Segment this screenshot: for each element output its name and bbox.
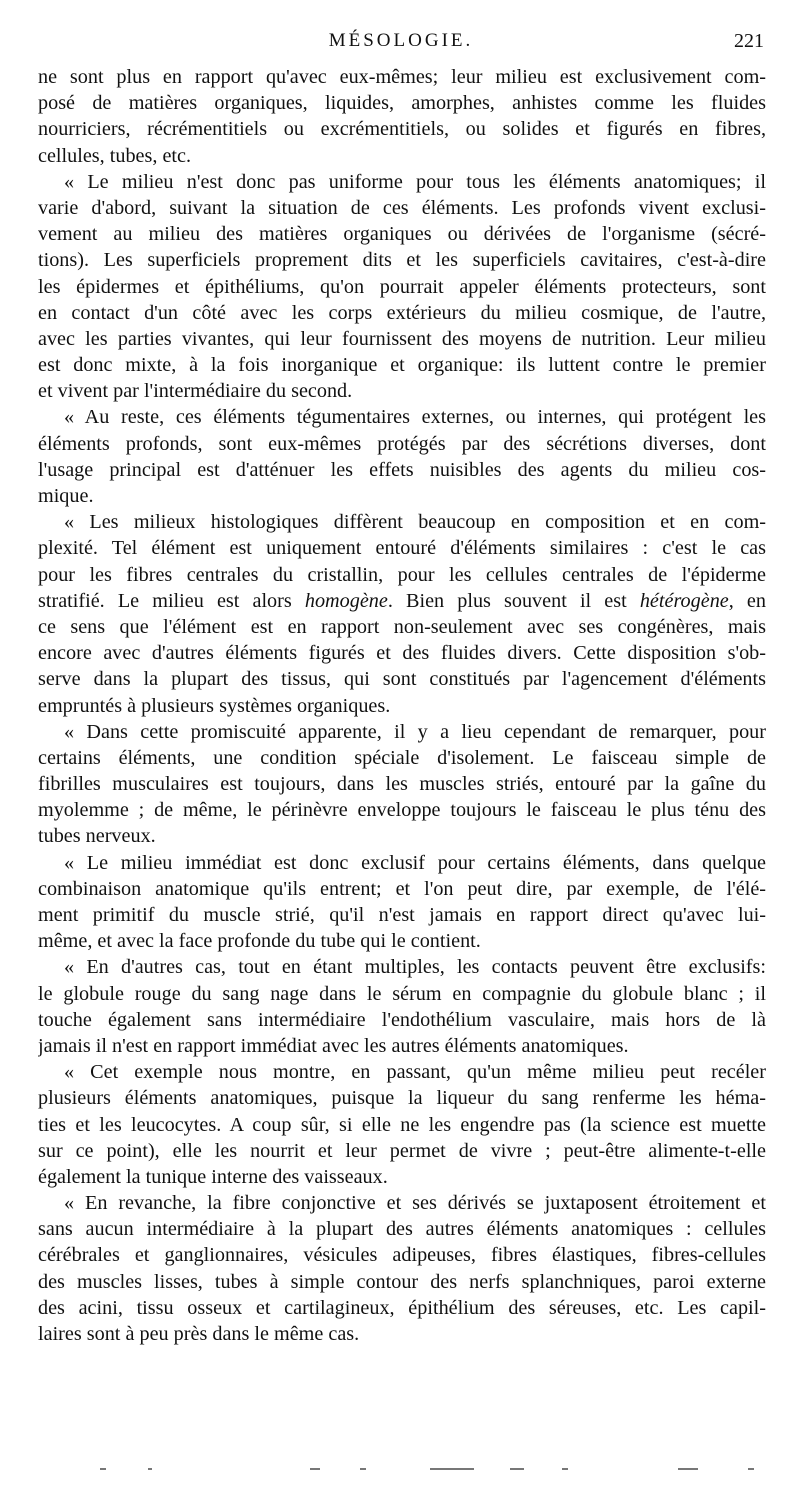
text-line: « Le milieu n'est donc pas uniforme pour tous les éléments anatomiques; il [64, 170, 766, 193]
scan-speck [678, 1468, 698, 1470]
text-line: tubes nerveux. [38, 825, 156, 848]
text-line: « Dans cette promiscuité apparente, il y a lieu cependant de remarquer, pour [64, 720, 766, 743]
body-text [38, 64, 766, 1347]
text-line: ment primitif du muscle strié, qu'il n'est jamais en rapport direct qu'avec lui- [38, 904, 766, 926]
text-line: ne sont plus en rapport qu'avec eux-mêmes; leur milieu est exclusivement com- [38, 66, 766, 88]
text-line: nourriciers, récrémentitiels ou excrémentitiels, ou solides et figurés en fibres, [38, 118, 766, 141]
paragraph [38, 850, 766, 955]
text-line: cérébrales et ganglionnaires, vésicules adipeuses, fibres élastiques, fibres-cellules [38, 1244, 766, 1267]
text-line: même, et avec la face profonde du tube qui le contient. [38, 930, 481, 953]
scan-speck [100, 1468, 106, 1470]
text-line: serve dans la plupart des tissus, qui sont constitués par l'agencement d'éléments [38, 668, 766, 691]
scan-speck [430, 1468, 474, 1470]
text-run: . Bien plus souvent il est [387, 589, 640, 612]
italic-term: homogène [304, 589, 388, 612]
text-line: éléments profonds, sont eux-mêmes protégés par des sécrétions diverses, dont [38, 432, 766, 455]
paragraph [38, 509, 766, 719]
text-line-with-italics [38, 588, 766, 614]
text-run: stratifié. Le milieu est alors [38, 589, 305, 612]
scan-speck [360, 1468, 366, 1470]
scan-speck [148, 1468, 152, 1470]
text-line: varie d'abord, suivant la situation de ces éléments. Les profonds vivent exclusi- [38, 196, 766, 219]
text-line: vement au milieu des matières organiques ou dérivées de l'organisme (sécré- [38, 223, 766, 246]
text-line: et vivent par l'intermédiaire du second. [38, 380, 353, 403]
text-line: avec les parties vivantes, qui leur fournissent des moyens de nutrition. Leur milieu [38, 327, 766, 350]
text-line: sur ce point), elle les nourrit et leur permet de vivre ; peut-être alimente-t-elle [38, 1139, 766, 1162]
text-line: « En d'autres cas, tout en étant multiples, les contacts peuvent être exclusifs: [64, 956, 766, 979]
text-line: « En revanche, la fibre conjonctive et ses dérivés se juxtaposent étroitement et [64, 1192, 766, 1215]
text-line: laires sont à peu près dans le même cas. [38, 1323, 360, 1345]
text-line: également la tunique interne des vaisseaux. [38, 1165, 388, 1188]
text-line: le globule rouge du sang nage dans le sérum en compagnie du globule blanc ; il [38, 982, 766, 1005]
running-head: MÉSOLOGIE. [328, 30, 474, 51]
paragraph [38, 64, 766, 169]
text-line: mique. [38, 485, 94, 507]
text-line: l'usage principal est d'atténuer les effets nuisibles des agents du milieu cos- [38, 458, 766, 481]
text-line: des muscles lisses, tubes à simple contour des nerfs splanchniques, paroi externe [38, 1270, 766, 1293]
text-line: ce sens que l'élément est en rapport non-seulement avec ses congénères, mais [38, 615, 766, 638]
paragraph [38, 169, 766, 405]
paragraph [38, 1059, 766, 1190]
scan-speck [310, 1468, 320, 1470]
text-line: en contact d'un côté avec les corps extérieurs du milieu cosmique, de l'autre, [38, 301, 766, 324]
text-line: « Cet exemple nous montre, en passant, qu'un même milieu peut recéler [64, 1061, 766, 1084]
text-line: pour les fibres centrales du cristallin, pour les cellules centrales de l'épiderme [38, 563, 766, 586]
text-line: ties et les leucocytes. A coup sûr, si elle ne les engendre pas (la science est muette [38, 1113, 766, 1136]
text-line: tions). Les superficiels proprement dits et les superficiels cavitaires, c'est-à-dire [38, 249, 766, 272]
text-line: certains éléments, une condition spéciale d'isolement. Le faisceau simple de [38, 746, 766, 769]
paragraph [38, 1190, 766, 1347]
text-line: des acini, tissu osseux et cartilagineux, épithélium des séreuses, etc. Les capil- [38, 1296, 766, 1319]
paragraph [38, 404, 766, 509]
text-line: combinaison anatomique qu'ils entrent; et l'on peut dire, par exemple, de l'élé- [38, 877, 766, 900]
text-line: plexité. Tel élément est uniquement entouré d'éléments similaires : c'est le cas [38, 537, 766, 560]
scan-speck [748, 1468, 754, 1470]
text-run: , en [728, 589, 766, 612]
text-line: plusieurs éléments anatomiques, puisque la liqueur du sang renferme les héma- [38, 1087, 766, 1110]
scan-artifact-line [100, 1466, 760, 1472]
page-header [38, 30, 764, 56]
text-line: myolemme ; de même, le périnèvre enveloppe toujours le faisceau le plus ténu des [38, 799, 766, 822]
scan-speck [510, 1468, 524, 1470]
text-line: fibrilles musculaires est toujours, dans les muscles striés, entouré par la gaîne du [38, 773, 766, 796]
text-line: posé de matières organiques, liquides, amorphes, anhistes comme les fluides [38, 92, 766, 115]
text-line: « Les milieux histologiques diffèrent beaucoup en composition et en com- [64, 511, 766, 534]
text-line: empruntés à plusieurs systèmes organiques. [38, 694, 391, 717]
scan-speck [562, 1468, 568, 1470]
paragraph [38, 954, 766, 1059]
text-line: les épidermes et épithéliums, qu'on pourrait appeler éléments protecteurs, sont [38, 275, 766, 298]
text-line: sans aucun intermédiaire à la plupart des autres éléments anatomiques : cellules [38, 1218, 766, 1241]
text-line: jamais il n'est en rapport immédiat avec les autres éléments anatomiques. [38, 1034, 629, 1057]
italic-term: hétérogène [639, 589, 729, 612]
text-line: « Le milieu immédiat est donc exclusif pour certains éléments, dans quelque [64, 851, 766, 874]
text-line: cellules, tubes, etc. [38, 144, 192, 167]
paragraph [38, 719, 766, 850]
text-line: « Au reste, ces éléments tégumentaires externes, ou internes, qui protégent les [64, 406, 766, 429]
text-line: est donc mixte, à la fois inorganique et organique: ils luttent contre le premier [38, 354, 766, 377]
text-line: encore avec d'autres éléments figurés et des fluides divers. Cette disposition s'ob- [38, 642, 766, 665]
text-line: touche également sans intermédiaire l'endothélium vasculaire, mais hors de là [38, 1008, 766, 1031]
page-number: 221 [734, 30, 764, 52]
